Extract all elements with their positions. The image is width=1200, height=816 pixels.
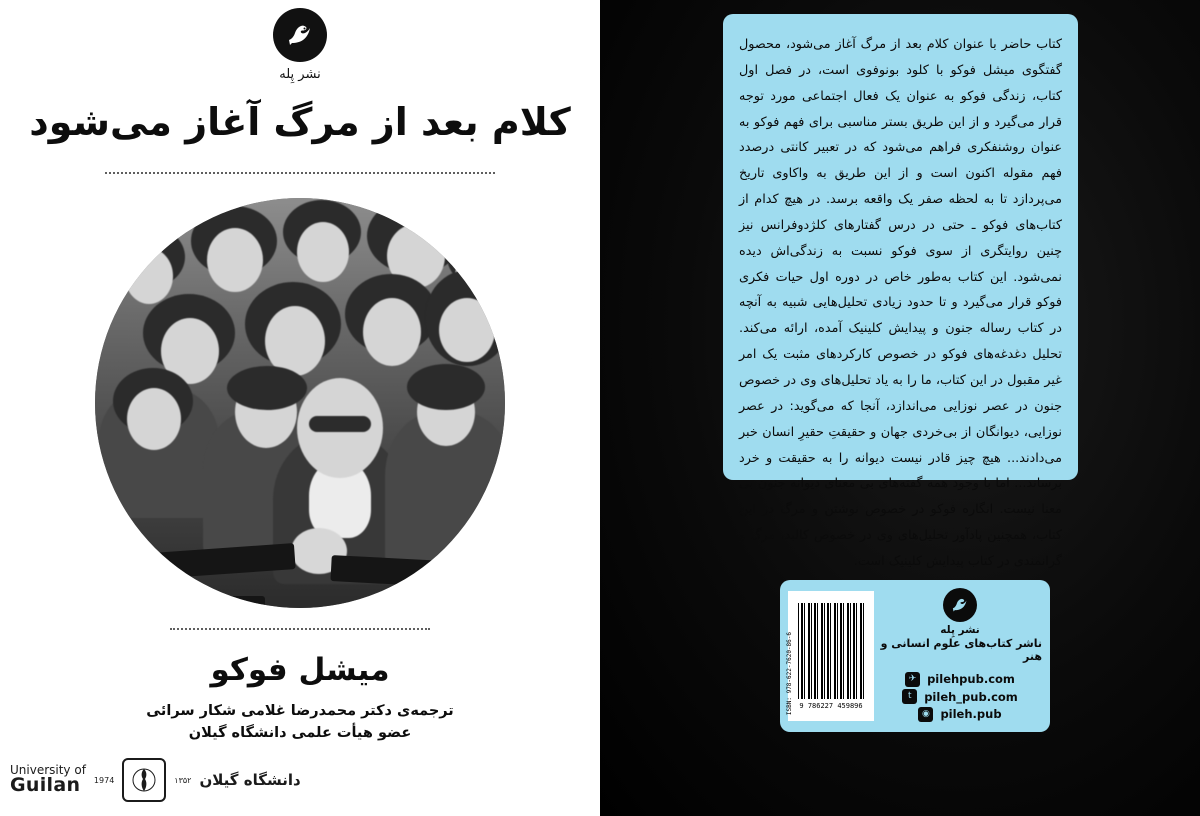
page-title: کلام بعد از مرگ آغاز می‌شود [29, 100, 571, 144]
cover-photo [95, 198, 505, 608]
publisher-block [878, 588, 1042, 724]
cover-photo-image [95, 198, 505, 608]
back-cover [600, 0, 1200, 816]
author-name: میشل فوکو [210, 652, 390, 688]
university-line-2: Guilan [10, 774, 81, 797]
pegasus-logo-icon [273, 8, 327, 62]
social-links [878, 669, 1042, 724]
publisher-mark [0, 8, 600, 82]
back-cover-blurb: کتاب حاضر با عنوان کلام بعد از مرگ آغاز می‌شود، محصول گفتگوی میشل فوکو با کلود بونوفوی است، در فصل اول کتاب، زندگی فوکو به عنوان یک فعال اجتماعی مورد توجه قرار می‌گیرد و از این طریق بستر مناسبی برای فهم فوکو به عنوان روشنفکری فراهم می‌شود که در تعبیر کانتی درصدد فهم مقوله اکنون است و از این طریق به واکاوی تاریخ می‌پردازد تا به لحظه صفر یک واقعه برسد. در هیچ کدام از کتاب‌های فوکو ـ حتی در درس گفتارهای کلژدوفرانس نیز چنین روایتگری از سوی فوکو نسبت به زندگی‌اش دیده نمی‌شود. این کتاب به‌طور خاص در دوره اول حیات فکری فوکو قرار می‌گیرد و تا حدود زیادی تحلیل‌هایی شبیه به آنچه در کتاب رساله جنون و پیدایش کلینیک آمده، ارائه می‌کند. تحلیل دغدغه‌های فوکو در خصوص کارکردهای مثبت یک امر غیر مقبول در این کتاب، ما را به یاد تحلیل‌های وی در خصوص جنون در عصر نوزایی می‌اندازد، آنجا که می‌گوید: در عصر نوزایی، دیوانگان از بی‌خردی جهان و حقیقتِ حقیرِ انسان خبر می‌دادند... هیچ چیز قادر نیست دیوانه را به حقیقت و خرد برساند... اما با وجود همه گفته‌های بی معنای دیوانه جنون بی معنا نیست. انگاره فوکو در خصوص نوشتن و مرگ در این کتاب، همچنین پادآور تحلیل‌های وی در خصوص کالبد، مرگ و گرانمندی در کتاب پیدایش کلینیک است. [723, 14, 1078, 480]
social-handle: pilehpub.com [927, 672, 1015, 686]
isbn-barcode-card [780, 580, 1050, 732]
barcode-number: 9 786227 459896 [799, 701, 863, 710]
instagram-icon: ◉ [918, 707, 933, 722]
title-divider [105, 172, 495, 174]
university-year-en: 1974 [93, 775, 115, 785]
translator-line-1: ترجمه‌ی دکتر محمدرضا غلامی شکار سرائی [146, 703, 454, 719]
university-line-1: University of [10, 762, 86, 777]
translator-line-2: عضو هیأت علمی دانشگاه گیلان [188, 725, 412, 742]
publisher-subtitle: ناشر کتاب‌های علوم انسانی و هنر [880, 637, 1042, 663]
publisher-name: نشر پِله [279, 67, 321, 82]
university-logo [10, 758, 301, 802]
social-handle: pileh_pub.com [924, 689, 1018, 704]
telegram-icon: ✈ [905, 672, 920, 687]
university-year-fa: ۱۳۵۲ [174, 775, 192, 785]
list-item[interactable] [884, 689, 1036, 704]
translator-credit [0, 700, 600, 745]
publisher-name: نشر پِله [940, 624, 980, 636]
university-name-fa: دانشگاه گیلان [199, 771, 301, 789]
author-divider [170, 628, 430, 630]
list-item[interactable] [884, 707, 1036, 722]
pegasus-logo-icon [943, 588, 977, 622]
isbn-text: ISBN: 978-622-7620-86-6 [786, 631, 793, 715]
social-handle: pileh.pub [940, 707, 1002, 721]
university-name-en [10, 764, 86, 797]
twitter-icon: t [902, 689, 917, 704]
barcode-bars [798, 603, 864, 699]
university-seal-icon [122, 758, 166, 802]
list-item[interactable] [884, 672, 1036, 687]
barcode [788, 591, 874, 721]
